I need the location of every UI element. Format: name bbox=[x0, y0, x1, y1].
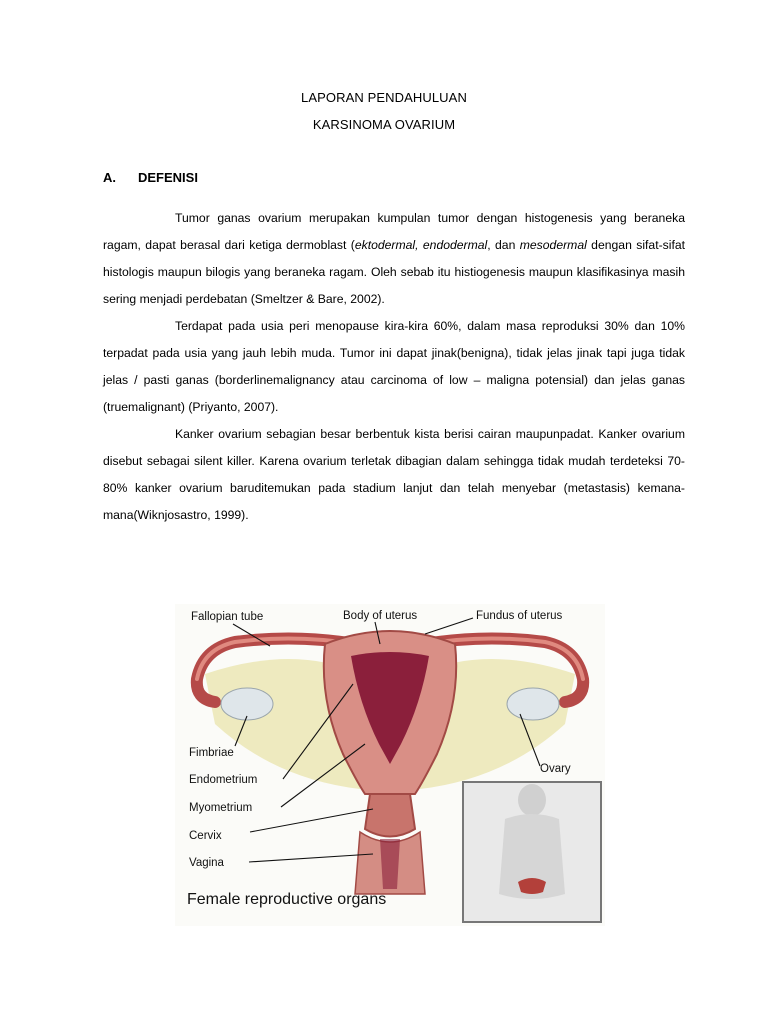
label-fundus-of-uterus: Fundus of uterus bbox=[476, 610, 563, 622]
paragraph-2: Terdapat pada usia peri menopause kira-kira 60%, dalam masa reproduksi 30% dan 10% terpadat pada usia yang jauh lebih muda. Tumor ini dapat jinak(benigna), tidak jelas jinak tapi juga tidak jelas / pasti ganas (borderlinemalignancy atau carcinoma of low – maligna potensial) dan jelas ganas (truemalignant) (Priyanto, 2007). bbox=[103, 319, 685, 414]
anatomy-figure bbox=[175, 604, 605, 926]
label-vagina: Vagina bbox=[189, 857, 224, 869]
label-endometrium: Endometrium bbox=[189, 774, 258, 786]
label-body-of-uterus: Body of uterus bbox=[343, 610, 418, 622]
document-title: LAPORAN PENDAHULUAN bbox=[301, 90, 467, 105]
label-cervix: Cervix bbox=[189, 830, 222, 842]
label-fimbriae: Fimbriae bbox=[189, 747, 234, 759]
label-fallopian-tube: Fallopian tube bbox=[191, 611, 264, 623]
paragraph-1-text-b: , dan bbox=[487, 238, 520, 252]
paragraph-1-text-c: dengan sifat-sifat histologis maupun bilogis yang beraneka ragam. Oleh sebab itu histiogenesis maupun klasifikasinya masih sering menjadi perdebatan (Smeltzer & Bare, 2002). bbox=[103, 238, 685, 306]
document-subtitle: KARSINOMA OVARIUM bbox=[312, 117, 456, 132]
section-title: DEFENISI bbox=[138, 170, 198, 185]
section-number: A. bbox=[103, 170, 116, 185]
paragraph-1-text-a: Tumor ganas ovarium merupakan kumpulan tumor dengan histogenesis yang beraneka ragam, dapat berasal dari ketiga dermoblast ( bbox=[103, 211, 685, 252]
figure-caption: Female reproductive organs bbox=[187, 891, 387, 908]
paragraph-1 bbox=[103, 205, 685, 313]
paragraph-3: Kanker ovarium sebagian besar berbentuk kista berisi cairan maupunpadat. Kanker ovarium disebut sebagai silent killer. Karena ovarium terletak dibagian dalam sehingga tidak mudah terdeteksi 70-80% kanker ovarium baruditemukan pada stadium lanjut dan telah menyebar (metastasis) kemana-mana(Wiknjosastro, 1999). bbox=[103, 427, 685, 522]
section-heading bbox=[103, 170, 198, 185]
paragraph-1-italic-1: ektodermal, endodermal bbox=[354, 238, 488, 252]
uterus-diagram bbox=[175, 604, 605, 926]
label-myometrium: Myometrium bbox=[189, 802, 253, 814]
document-body bbox=[103, 205, 685, 529]
label-ovary: Ovary bbox=[540, 763, 571, 775]
paragraph-1-italic-2: mesodermal bbox=[519, 238, 587, 252]
